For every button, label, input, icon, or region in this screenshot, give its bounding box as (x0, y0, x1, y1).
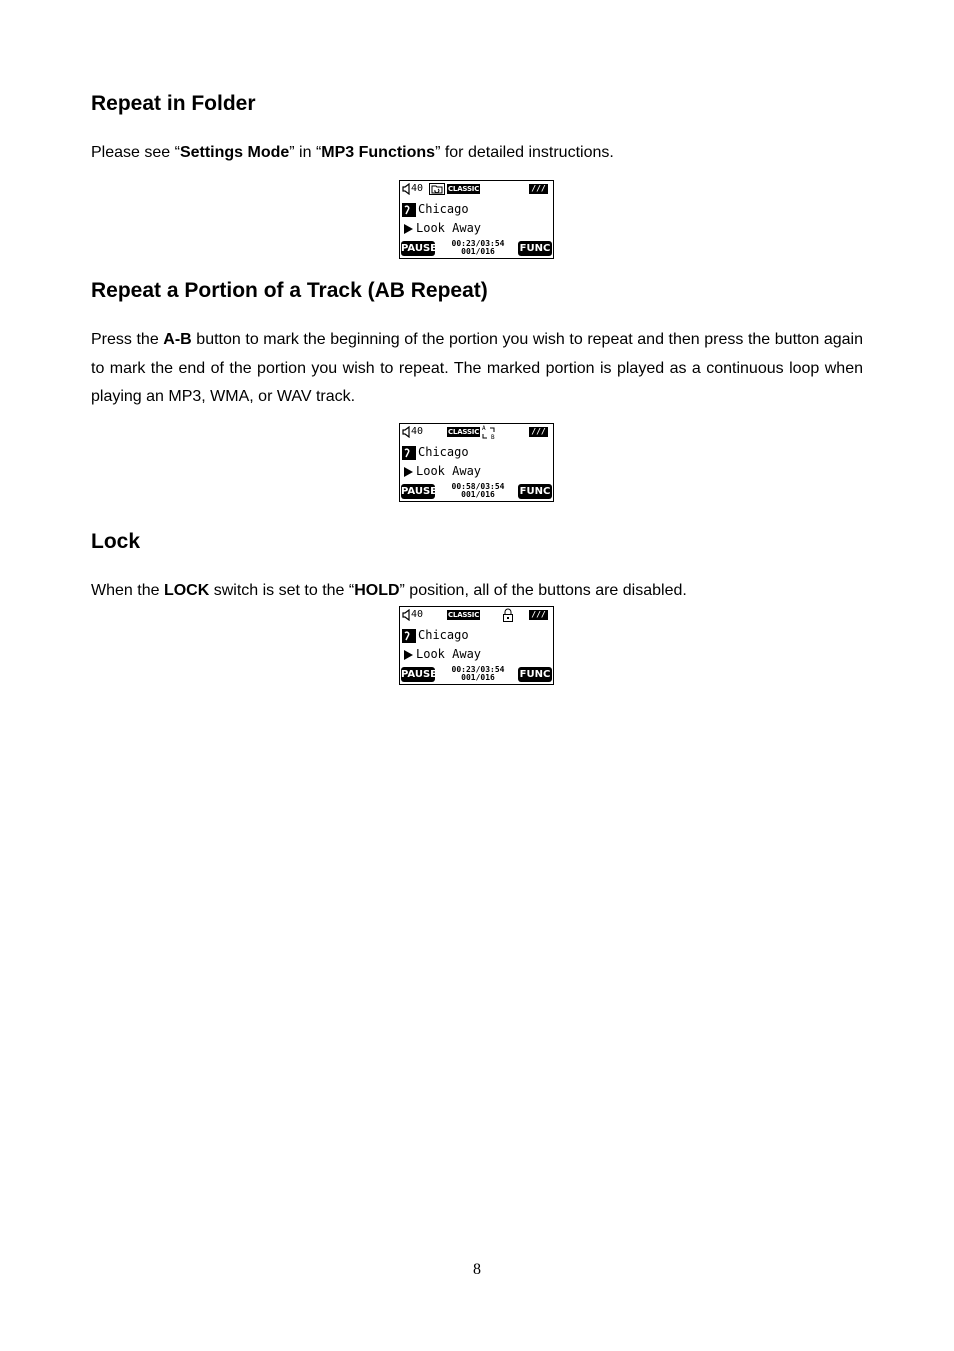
paragraph-repeat-in-folder: Please see “Settings Mode” in “MP3 Functions” for detailed instructions. (91, 144, 614, 161)
play-icon (402, 223, 414, 235)
pause-label: PAUSE (401, 486, 437, 497)
pause-label: PAUSE (401, 669, 437, 680)
player-screen-repeat-folder (399, 180, 554, 259)
speaker-icon (402, 426, 411, 438)
track-row: Look Away (402, 647, 481, 662)
time-display: 00:23/03:54 001/016 (451, 239, 505, 256)
speaker-icon (402, 609, 411, 621)
artist-row: Chicago (402, 202, 469, 217)
eq-badge: CLASSIC (448, 428, 480, 436)
artist-row: Chicago (402, 628, 469, 643)
pause-label: PAUSE (401, 243, 437, 254)
paragraph-lock: When the LOCK switch is set to the “HOLD” position, all of the buttons are disabled. (91, 582, 687, 599)
artist-row: Chicago (402, 445, 469, 460)
artist-icon (402, 446, 416, 460)
time-display: 00:23/03:54 001/016 (451, 665, 505, 682)
volume-indicator: 40 (402, 183, 423, 195)
func-label: FUNC (519, 669, 551, 680)
volume-indicator: 40 (402, 609, 423, 621)
heading-ab-repeat: Repeat a Portion of a Track (AB Repeat) (91, 279, 488, 302)
play-icon (402, 466, 414, 478)
player-screen-lock (399, 606, 554, 685)
func-label: FUNC (519, 486, 551, 497)
page-number: 8 (473, 1261, 481, 1278)
repeat-folder-icon (429, 183, 445, 195)
ab-repeat-icon: A B (482, 425, 495, 441)
track-row: Look Away (402, 221, 481, 236)
heading-lock: Lock (91, 530, 141, 553)
eq-badge: CLASSIC (448, 185, 480, 193)
battery-icon: /// (529, 610, 548, 620)
time-display: 00:58/03:54 001/016 (451, 482, 505, 499)
play-icon (402, 649, 414, 661)
lock-icon (501, 608, 515, 622)
player-screen-ab-repeat (399, 423, 554, 502)
artist-icon (402, 629, 416, 643)
track-row: Look Away (402, 464, 481, 479)
speaker-icon (402, 183, 411, 195)
volume-indicator: 40 (402, 426, 423, 438)
battery-icon: /// (529, 184, 548, 194)
paragraph-ab-repeat: Press the A-B button to mark the beginning of the portion you wish to repeat and then press the button again to mark the end of the portion you wish to repeat. The marked portion is played as a continuous loop when playing an MP3, WMA, or WAV track. (91, 331, 863, 405)
eq-badge: CLASSIC (448, 611, 480, 619)
heading-repeat-in-folder: Repeat in Folder (91, 92, 256, 115)
battery-icon: /// (529, 427, 548, 437)
artist-icon (402, 203, 416, 217)
func-label: FUNC (519, 243, 551, 254)
